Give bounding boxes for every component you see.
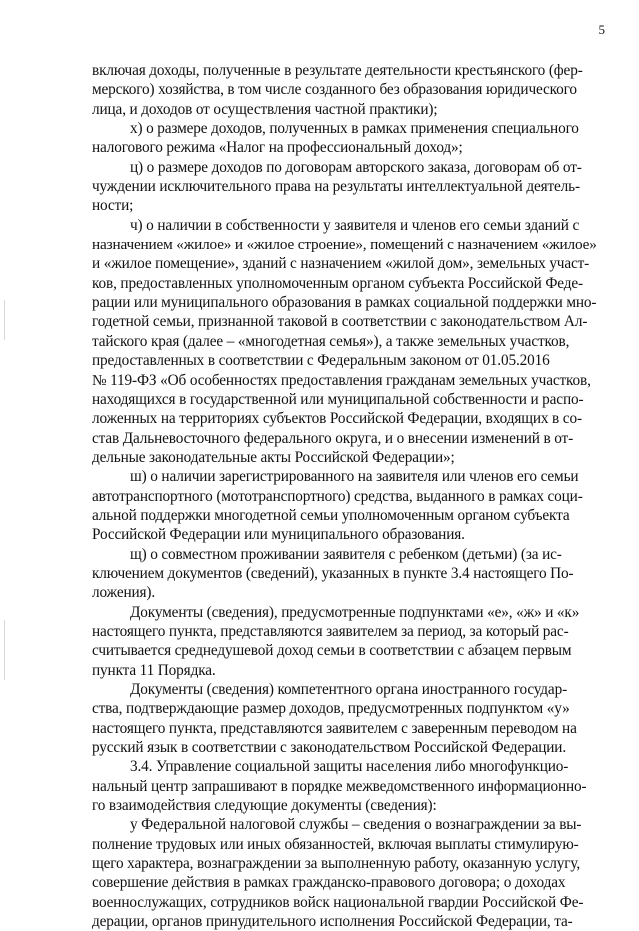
text-line: ности; (92, 197, 134, 215)
text-line: совершение действия в рамках гражданско-правового договора; о доходах (92, 874, 566, 892)
text-line: настоящего пункта, представляются заявителем с заверенным переводом на (92, 719, 577, 737)
text-line: Документы (сведения) компетентного органа иностранного государ- (130, 681, 568, 698)
text-line: включая доходы, полученные в результате деятельности крестьянского (фер- (92, 62, 583, 79)
text-line: автотранспортного (мототранспортного) средства, выданного в рамках соци- (92, 487, 583, 505)
page-number: 5 (598, 22, 605, 37)
scan-edge-mark (4, 620, 5, 680)
text-line: военнослужащих, сотрудников войск национальной гвардии Российской Фе- (92, 893, 584, 911)
text-line: налогового режима «Налог на профессиональный доход»; (92, 139, 463, 157)
text-line: альной поддержки многодетной семьи уполномоченным органом субъекта (92, 506, 570, 524)
text-line: пункта 11 Порядка. (92, 661, 216, 679)
text-line: лица, и доходов от осуществления частной практики); (92, 100, 438, 118)
text-line: предоставленных в соответствии с Федеральным законом от 01.05.2016 (92, 352, 550, 370)
text-line: х) о размере доходов, полученных в рамках применения специального (130, 120, 579, 138)
text-line: Документы (сведения), предусмотренные подпунктами «е», «ж» и «к» (130, 603, 580, 621)
text-line: ш) о наличии зарегистрированного на заявителя или членов его семьи (130, 468, 579, 486)
text-line: русский язык в соответствии с законодательством Российской Федерации. (92, 739, 567, 757)
text-line: щ) о совместном проживании заявителя с ребенком (детьми) (за ис- (130, 545, 562, 563)
text-line: полнение трудовых или иных обязанностей, включая выплаты стимулирую- (92, 835, 579, 853)
text-line: дельные законодательные акты Российской Федерации»; (92, 448, 455, 466)
text-line: нальный центр запрашивают в порядке межведомственного информационно- (92, 777, 587, 795)
text-line: настоящего пункта, представляются заявителем за период, за который рас- (92, 622, 569, 640)
text-line: назначением «жилое» и «жилое строение», помещений с назначением «жилое» (92, 236, 597, 254)
text-line: ц) о размере доходов по договорам авторского заказа, договорам об от- (130, 158, 582, 176)
text-line: годетной семьи, признанной таковой в соответствии с законодательством Ал- (92, 313, 588, 331)
text-line: находящихся в государственной или муниципальной собственности и распо- (92, 390, 584, 408)
text-line: 3.4. Управление социальной защиты населения либо многофункцио- (130, 758, 569, 776)
text-line: став Дальневосточного федерального округа, и о внесении изменений в от- (92, 429, 574, 447)
text-line: тайского края (далее – «многодетная семья»), а также земельных участков, (92, 332, 570, 350)
text-line: ключением документов (сведений), указанных в пункте 3.4 настоящего По- (92, 564, 574, 582)
text-line: го взаимодействия следующие документы (сведения): (92, 797, 437, 815)
text-line: у Федеральной налоговой службы – сведения о вознаграждении за вы- (130, 816, 582, 834)
text-line: ков, предоставленных уполномоченным органом субъекта Российской Феде- (92, 274, 583, 292)
text-line: Российской Федерации или муниципального образования. (92, 526, 465, 544)
text-line: чуждении исключительного права на результаты интеллектуальной деятель- (92, 178, 580, 196)
document-body (92, 61, 597, 931)
text-line: и «жилое помещение», зданий с назначением «жилой дом», земельных участ- (92, 255, 590, 273)
text-line: ложенных на территориях субъектов Российской Федерации, входящих в со- (92, 410, 582, 428)
text-line: № 119-ФЗ «Об особенностях предоставления гражданам земельных участков, (92, 371, 591, 389)
text-line: считывается среднедушевой доход семьи в соответствии с абзацем первым (92, 642, 572, 660)
text-line: ч) о наличии в собственности у заявителя и членов его семьи зданий с (130, 216, 580, 234)
text-line: дерации, органов принудительного исполнения Российской Федерации, та- (92, 913, 573, 931)
text-line: рации или муниципального образования в рамках социальной поддержки мно- (92, 294, 597, 312)
text-line: ложения). (92, 584, 156, 602)
scan-edge-mark (4, 300, 5, 340)
text-line: щего характера, вознаграждении за выполненную работу, оказанную услугу, (92, 855, 581, 873)
text-line: ства, подтверждающие размер доходов, предусмотренных подпунктом «у» (92, 700, 570, 718)
text-line: мерского) хозяйства, в том числе созданного без образования юридического (92, 81, 577, 99)
